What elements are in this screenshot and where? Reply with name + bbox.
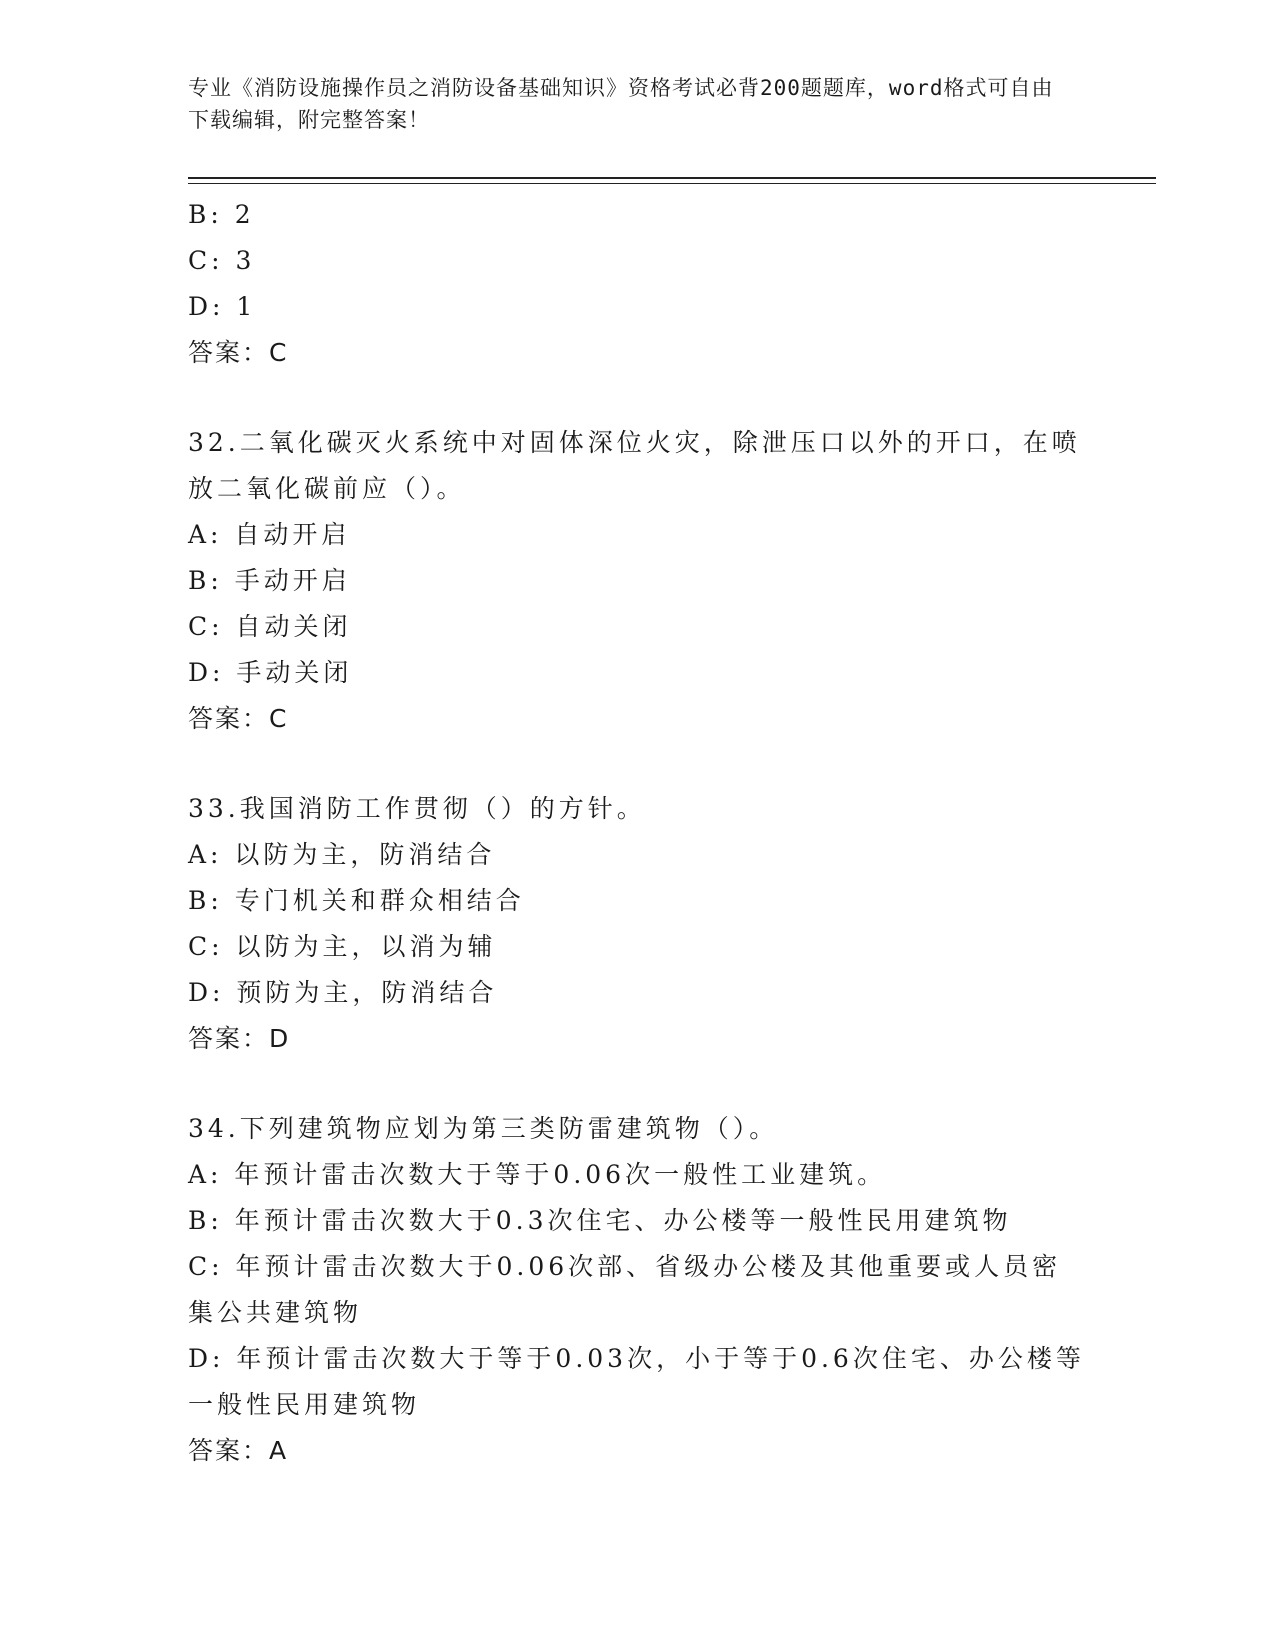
option-b: B: 年预计雷击次数大于0.3次住宅、办公楼等一般性民用建筑物 [188,1206,1012,1235]
question-stem: 32.二氧化碳灭火系统中对固体深位火灾，除泄压口以外的开口，在喷放二氧化碳前应（）。 [188,428,1081,503]
option-c: C: 以防为主，以消为辅 [188,932,497,961]
header-rule-thick [188,177,1156,179]
question-stem: 33.我国消防工作贯彻（）的方针。 [188,794,646,823]
option-c: C: 自动关闭 [188,612,352,641]
option-d: D: 预防为主，防消结合 [188,978,498,1007]
option-c: C: 3 [188,246,256,275]
answer-line: 答案：C [188,338,289,367]
answer-line: 答案：C [188,704,289,733]
option-d: D: 手动关闭 [188,658,353,687]
option-c: C: 年预计雷击次数大于0.06次部、省级办公楼及其他重要或人员密集公共建筑物 [188,1252,1062,1327]
option-d: D: 年预计雷击次数大于等于0.03次，小于等于0.6次住宅、办公楼等一般性民用建筑物 [188,1344,1085,1419]
option-a: A: 以防为主，防消结合 [188,840,496,869]
answer-line: 答案：A [188,1436,289,1465]
document-header: 专业《消防设施操作员之消防设备基础知识》资格考试必背200题题库，word格式可自由下载编辑，附完整答案！ [188,76,1054,132]
option-a: A: 年预计雷击次数大于等于0.06次一般性工业建筑。 [188,1160,887,1189]
question-block-32 [188,420,1088,742]
option-b: B: 手动开启 [188,566,351,595]
option-b: B: 专门机关和群众相结合 [188,886,525,915]
answer-line: 答案：D [188,1024,291,1053]
question-list [188,192,1088,1474]
option-b: B: 2 [188,200,255,229]
question-block-partial [188,192,1088,376]
header-rule-thin [188,183,1156,184]
question-block-33 [188,786,1088,1062]
question-stem: 34.下列建筑物应划为第三类防雷建筑物（）。 [188,1114,779,1143]
option-d: D: 1 [188,292,257,321]
question-block-34 [188,1106,1088,1474]
option-a: A: 自动开启 [188,520,351,549]
